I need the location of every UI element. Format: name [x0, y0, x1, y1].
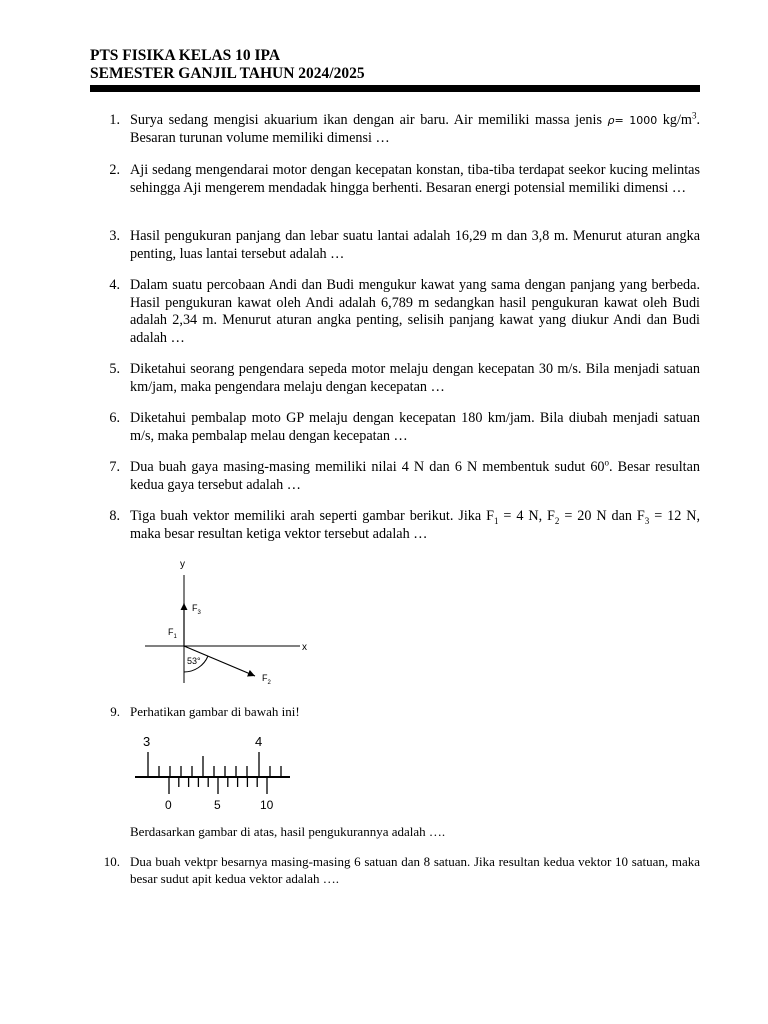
- question-number: 6.: [109, 410, 120, 426]
- question-8: [90, 508, 700, 543]
- question-text: Diketahui seorang pengendara sepeda motor melaju dengan kecepatan 30 m/s. Bila menjadi satuan km/jam, maka pengendara melaju dengan kecepatan …: [130, 361, 700, 395]
- question-number: 10.: [103, 854, 120, 869]
- exam-header: [90, 47, 700, 83]
- question-text: Tiga buah vektor memiliki arah seperti gambar berikut. Jika $F_1 = 4$ N, $F_2 = 20$ N dan $F_3 = 12$ N, maka besar resultan ketiga vektor tersebut adalah …: [130, 508, 700, 542]
- question-5: [90, 361, 700, 396]
- vector-diagram: [140, 555, 320, 690]
- vernier-caliper-diagram: [130, 730, 305, 815]
- question-10: [90, 853, 700, 887]
- rho-value: = 1000: [614, 114, 658, 127]
- exam-semester: SEMESTER GANJIL TAHUN 2024/2025: [90, 65, 365, 82]
- question-text: Diketahui pembalap moto GP melaju dengan kecepatan 180 km/jam. Bila diubah menjadi satuan m/s, maka pembalap melau dengan kecepatan …: [130, 410, 700, 444]
- question-text: Surya sedang mengisi akuarium ikan dengan air baru. Air memiliki massa jenis ρ= 1000 $kg/m^3$. Besaran turunan volume memiliki dimensi …: [130, 110, 701, 146]
- question-9-caption: Berdasarkan gambar di atas, hasil pengukurannya adalah ….: [130, 824, 446, 839]
- exam-title: PTS FISIKA KELAS 10 IPA: [90, 47, 281, 64]
- question-9: [90, 703, 700, 720]
- vernier-scale-ticks: [169, 777, 267, 794]
- vector-f2-label: $F_2$: [262, 673, 271, 686]
- question-6: [90, 410, 700, 445]
- question-number: 5.: [109, 361, 120, 377]
- main-scale-label: 3: [143, 734, 151, 749]
- rho-symbol: ρ: [607, 114, 615, 127]
- question-text: Hasil pengukuran panjang dan lebar suatu lantai adalah 16,29 m dan 3,8 m. Menurut aturan angka penting, luas lantai tersebut adalah …: [130, 228, 700, 262]
- question-1: [90, 112, 700, 147]
- question-text: Dua buah gaya masing-masing memiliki nilai 4 N dan 6 N membentuk sudut 60$^o$. Besar resultan kedua gaya tersebut adalah …: [130, 457, 700, 493]
- question-3: [90, 228, 700, 263]
- vernier-label: 10: [260, 798, 274, 812]
- vernier-label: 5: [214, 798, 221, 812]
- angle-label: 53°: [187, 656, 201, 666]
- question-text: Aji sedang mengendarai motor dengan kecepatan konstan, tiba-tiba terdapat seekor kucing melintas sehingga Aji mengerem mendadak hingga berhenti. Besaran energi potensial memiliki dimensi …: [130, 162, 700, 196]
- main-scale-ticks: [148, 752, 281, 777]
- question-text: Dua buah vektpr besarnya masing-masing 6 satuan dan 8 satuan. Jika resultan kedua vektor 10 satuan, maka besar sudut apit kedua vektor adalah ….: [130, 854, 700, 886]
- question-number: 9.: [110, 704, 120, 719]
- header-rule: [90, 85, 700, 92]
- question-number: 4.: [109, 277, 120, 293]
- main-scale-label: 4: [255, 734, 263, 749]
- question-7: [90, 459, 700, 494]
- vector-f3-label: $F_3$: [192, 603, 201, 616]
- question-number: 7.: [109, 459, 120, 475]
- question-number: 3.: [109, 228, 120, 244]
- question-4: [90, 277, 700, 347]
- vector-f1-label: $F_1$: [168, 627, 177, 640]
- question-number: 8.: [109, 508, 120, 524]
- question-text: Perhatikan gambar di bawah ini!: [130, 704, 300, 719]
- question-number: 2.: [109, 162, 120, 178]
- question-2: [90, 162, 700, 197]
- question-number: 1.: [109, 112, 120, 128]
- x-axis-label: x: [302, 642, 307, 653]
- y-axis-label: y: [180, 559, 185, 570]
- question-text: Dalam suatu percobaan Andi dan Budi mengukur kawat yang sama dengan panjang yang berbeda. Hasil pengukuran kawat oleh Andi adalah 6,789 m sedangkan hasil pengukuran kawat oleh Budi adalah 2,34 m. Menurut aturan angka penting, selisih panjang kawat yang diukur Andi dan Budi adalah …: [130, 277, 700, 346]
- vernier-label: 0: [165, 798, 172, 812]
